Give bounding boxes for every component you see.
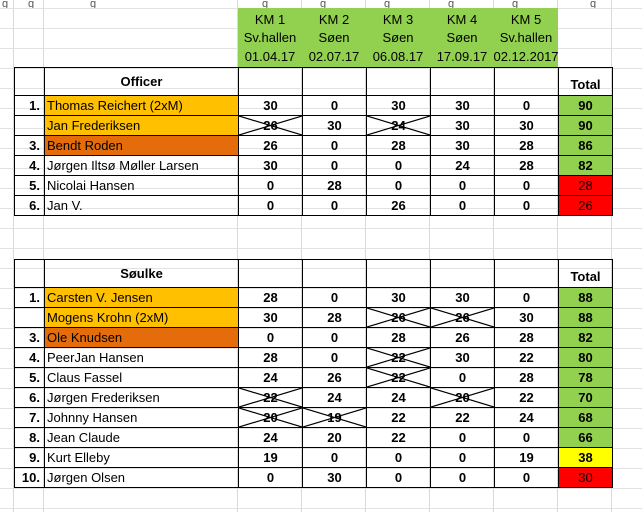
score-cell[interactable]: 24 [303, 388, 367, 408]
score-cell[interactable]: 22 [495, 348, 559, 368]
total-cell[interactable]: 80 [559, 348, 613, 368]
rank-cell[interactable]: 3. [15, 136, 45, 156]
event-place: Søen [382, 30, 414, 46]
score-cell[interactable]: 0 [431, 196, 495, 216]
event-header-1 [238, 8, 302, 68]
section-title: Søulke [45, 260, 239, 288]
score-cell[interactable]: 28 [367, 328, 431, 348]
score-cell[interactable]: 26 [239, 136, 303, 156]
score-cell[interactable]: 0 [495, 428, 559, 448]
column-fragment: g [590, 0, 597, 8]
score-cell[interactable]: 30 [431, 288, 495, 308]
score-cell[interactable]: 0 [495, 196, 559, 216]
table-row [15, 408, 613, 428]
score-cell[interactable]: 0 [495, 288, 559, 308]
score-value: 19 [327, 410, 342, 425]
score-cell[interactable]: 22 [431, 408, 495, 428]
name-cell[interactable]: Bendt Roden [45, 136, 239, 156]
column-fragment: g [28, 0, 35, 8]
total-cell[interactable]: 82 [559, 328, 613, 348]
rank-cell[interactable]: 5. [15, 176, 45, 196]
score-cell[interactable]: 30 [239, 308, 303, 328]
score-cell[interactable]: 30 [495, 116, 559, 136]
score-value: 22 [391, 370, 406, 385]
total-cell[interactable]: 26 [559, 196, 613, 216]
section-title-row [15, 68, 613, 96]
score-cell[interactable]: 28 [495, 136, 559, 156]
event-header-2 [302, 8, 366, 68]
score-cell[interactable] [239, 388, 303, 408]
event-header-3 [366, 8, 430, 68]
score-cell[interactable]: 24 [431, 156, 495, 176]
score-cell[interactable]: 0 [303, 288, 367, 308]
event-date: 17.09.17 [436, 49, 488, 65]
event-place: Sv.hallen [499, 30, 553, 46]
total-cell[interactable]: 82 [559, 156, 613, 176]
name-cell[interactable]: Kurt Elleby [45, 448, 239, 468]
rank-cell[interactable] [15, 116, 45, 136]
table-row [15, 388, 613, 408]
total-cell[interactable]: 86 [559, 136, 613, 156]
name-cell[interactable]: PeerJan Hansen [45, 348, 239, 368]
event-header-4 [430, 8, 494, 68]
score-cell[interactable]: 28 [495, 328, 559, 348]
name-cell[interactable]: Jan V. [45, 196, 239, 216]
name-cell[interactable]: Ole Knudsen [45, 328, 239, 348]
event-place: Sv.hallen [243, 30, 297, 46]
total-cell[interactable]: 88 [559, 288, 613, 308]
score-cell[interactable]: 30 [431, 96, 495, 116]
score-cell[interactable]: 0 [495, 176, 559, 196]
section-title-row [15, 260, 613, 288]
score-cell[interactable]: 28 [495, 368, 559, 388]
score-cell[interactable] [367, 308, 431, 328]
score-cell[interactable]: 30 [431, 348, 495, 368]
score-cell[interactable]: 30 [367, 288, 431, 308]
score-value: 24 [391, 118, 406, 133]
rank-cell[interactable]: 8. [15, 428, 45, 448]
event-name: KM 2 [318, 11, 350, 27]
rank-cell[interactable]: 1. [15, 288, 45, 308]
table-row [15, 288, 613, 308]
event-name: KM 4 [446, 11, 478, 27]
score-cell[interactable]: 30 [495, 308, 559, 328]
score-cell[interactable]: 30 [431, 116, 495, 136]
score-cell[interactable]: 0 [495, 96, 559, 116]
title-num-cell [15, 260, 45, 288]
gridline-h [0, 508, 642, 509]
title-empty-cell [495, 68, 559, 96]
score-cell[interactable]: 0 [431, 368, 495, 388]
soulke-table [14, 259, 613, 488]
score-cell[interactable] [431, 308, 495, 328]
score-cell[interactable]: 24 [367, 388, 431, 408]
score-cell[interactable]: 0 [303, 156, 367, 176]
column-fragment: g [320, 0, 327, 8]
score-cell[interactable]: 0 [303, 348, 367, 368]
gridline-h [0, 488, 642, 489]
score-cell[interactable]: 30 [367, 96, 431, 116]
column-fragment: g [384, 0, 391, 8]
score-cell[interactable]: 0 [431, 176, 495, 196]
name-cell[interactable]: Thomas Reichert (2xM) [45, 96, 239, 116]
table-row [15, 136, 613, 156]
rank-cell[interactable]: 6. [15, 388, 45, 408]
score-cell[interactable]: 26 [367, 196, 431, 216]
name-cell[interactable]: Carsten V. Jensen [45, 288, 239, 308]
total-cell[interactable]: 66 [559, 428, 613, 448]
table-row [15, 196, 613, 216]
name-cell[interactable]: Mogens Krohn (2xM) [45, 308, 239, 328]
score-cell[interactable]: 28 [303, 308, 367, 328]
score-cell[interactable]: 28 [367, 136, 431, 156]
total-cell[interactable]: 38 [559, 448, 613, 468]
table-row [15, 96, 613, 116]
score-value: 20 [455, 390, 470, 405]
gridline-h [0, 248, 642, 249]
name-cell[interactable]: Claus Fassel [45, 368, 239, 388]
score-cell[interactable]: 30 [239, 156, 303, 176]
score-cell[interactable]: 0 [239, 176, 303, 196]
table-row [15, 428, 613, 448]
score-cell[interactable]: 0 [431, 448, 495, 468]
score-cell[interactable]: 0 [239, 196, 303, 216]
score-cell[interactable]: 30 [303, 468, 367, 488]
score-cell[interactable]: 28 [303, 176, 367, 196]
score-cell[interactable]: 0 [367, 468, 431, 488]
score-cell[interactable]: 0 [495, 468, 559, 488]
table-row [15, 468, 613, 488]
score-cell[interactable]: 0 [431, 468, 495, 488]
score-value: 26 [263, 118, 278, 133]
name-cell[interactable]: Jørgen Iltsø Møller Larsen [45, 156, 239, 176]
score-cell[interactable]: 24 [495, 408, 559, 428]
score-cell[interactable]: 0 [303, 96, 367, 116]
rank-cell[interactable]: 6. [15, 196, 45, 216]
name-cell[interactable]: Jan Frederiksen [45, 116, 239, 136]
score-cell[interactable]: 0 [303, 328, 367, 348]
score-cell[interactable]: 0 [367, 448, 431, 468]
table-row [15, 348, 613, 368]
total-header: Total [559, 260, 613, 288]
score-cell[interactable]: 22 [495, 388, 559, 408]
total-cell[interactable]: 30 [559, 468, 613, 488]
event-date: 01.04.17 [244, 49, 296, 65]
title-empty-cell [367, 260, 431, 288]
name-cell[interactable]: Jean Claude [45, 428, 239, 448]
rank-cell[interactable]: 3. [15, 328, 45, 348]
table-row [15, 368, 613, 388]
title-empty-cell [303, 260, 367, 288]
event-place: Søen [318, 30, 350, 46]
rank-cell[interactable]: 9. [15, 448, 45, 468]
score-cell[interactable]: 0 [239, 468, 303, 488]
score-cell[interactable] [239, 408, 303, 428]
title-empty-cell [367, 68, 431, 96]
event-name: KM 3 [382, 11, 414, 27]
event-date: 02.12.2017 [493, 49, 559, 65]
column-fragment: g [2, 0, 9, 8]
title-empty-cell [495, 260, 559, 288]
score-cell[interactable] [431, 388, 495, 408]
title-empty-cell [431, 260, 495, 288]
rank-cell[interactable]: 1. [15, 96, 45, 116]
column-fragment: g [262, 0, 269, 8]
score-cell[interactable]: 24 [239, 368, 303, 388]
name-cell[interactable]: Johnny Hansen [45, 408, 239, 428]
score-value: 26 [455, 310, 470, 325]
score-cell[interactable]: 20 [303, 428, 367, 448]
total-cell[interactable]: 88 [559, 308, 613, 328]
total-cell[interactable]: 70 [559, 388, 613, 408]
score-cell[interactable]: 28 [239, 288, 303, 308]
name-cell[interactable]: Nicolai Hansen [45, 176, 239, 196]
score-cell[interactable]: 0 [367, 176, 431, 196]
score-value: 22 [263, 390, 278, 405]
score-cell[interactable] [239, 116, 303, 136]
total-cell[interactable]: 90 [559, 116, 613, 136]
score-cell[interactable] [303, 408, 367, 428]
column-fragment: g [90, 0, 97, 8]
score-cell[interactable]: 22 [367, 428, 431, 448]
score-cell[interactable] [367, 116, 431, 136]
table-row [15, 156, 613, 176]
event-name: KM 1 [254, 11, 286, 27]
total-cell[interactable]: 68 [559, 408, 613, 428]
rank-cell[interactable]: 5. [15, 368, 45, 388]
total-header: Total [559, 68, 613, 96]
gridline-h [0, 228, 642, 229]
rank-cell[interactable] [15, 308, 45, 328]
total-cell[interactable]: 90 [559, 96, 613, 116]
event-name: KM 5 [510, 11, 542, 27]
table-row [15, 448, 613, 468]
rank-cell[interactable]: 4. [15, 348, 45, 368]
title-empty-cell [431, 68, 495, 96]
title-empty-cell [303, 68, 367, 96]
section-title: Officer [45, 68, 239, 96]
title-num-cell [15, 68, 45, 96]
score-cell[interactable] [367, 368, 431, 388]
rank-cell[interactable]: 7. [15, 408, 45, 428]
table-row [15, 328, 613, 348]
event-date: 02.07.17 [308, 49, 360, 65]
name-cell[interactable]: Jørgen Olsen [45, 468, 239, 488]
score-cell[interactable]: 30 [431, 136, 495, 156]
score-cell[interactable]: 24 [239, 428, 303, 448]
score-value: 22 [391, 350, 406, 365]
total-cell[interactable]: 28 [559, 176, 613, 196]
score-cell[interactable]: 22 [367, 408, 431, 428]
column-fragment: g [448, 0, 455, 8]
table-row [15, 176, 613, 196]
column-fragment: g [512, 0, 519, 8]
score-cell[interactable]: 0 [303, 448, 367, 468]
score-cell[interactable]: 0 [431, 428, 495, 448]
score-value: 26 [391, 310, 406, 325]
table-row [15, 116, 613, 136]
title-empty-cell [239, 68, 303, 96]
score-cell[interactable]: 28 [239, 348, 303, 368]
score-cell[interactable]: 26 [431, 328, 495, 348]
score-value: 20 [263, 410, 278, 425]
event-header-5 [494, 8, 558, 68]
score-cell[interactable]: 0 [303, 196, 367, 216]
name-cell[interactable]: Jørgen Frederiksen [45, 388, 239, 408]
score-cell[interactable]: 19 [495, 448, 559, 468]
officer-table [14, 67, 613, 216]
score-cell[interactable]: 26 [303, 368, 367, 388]
rank-cell[interactable]: 4. [15, 156, 45, 176]
score-cell[interactable] [367, 348, 431, 368]
score-cell[interactable]: 30 [239, 96, 303, 116]
rank-cell[interactable]: 10. [15, 468, 45, 488]
event-place: Søen [446, 30, 478, 46]
total-cell[interactable]: 78 [559, 368, 613, 388]
title-empty-cell [239, 260, 303, 288]
score-cell[interactable]: 0 [367, 156, 431, 176]
table-row [15, 308, 613, 328]
score-cell[interactable]: 0 [303, 136, 367, 156]
score-cell[interactable]: 28 [495, 156, 559, 176]
score-cell[interactable]: 0 [239, 328, 303, 348]
score-cell[interactable]: 19 [239, 448, 303, 468]
event-date: 06.08.17 [372, 49, 424, 65]
score-cell[interactable]: 30 [303, 116, 367, 136]
